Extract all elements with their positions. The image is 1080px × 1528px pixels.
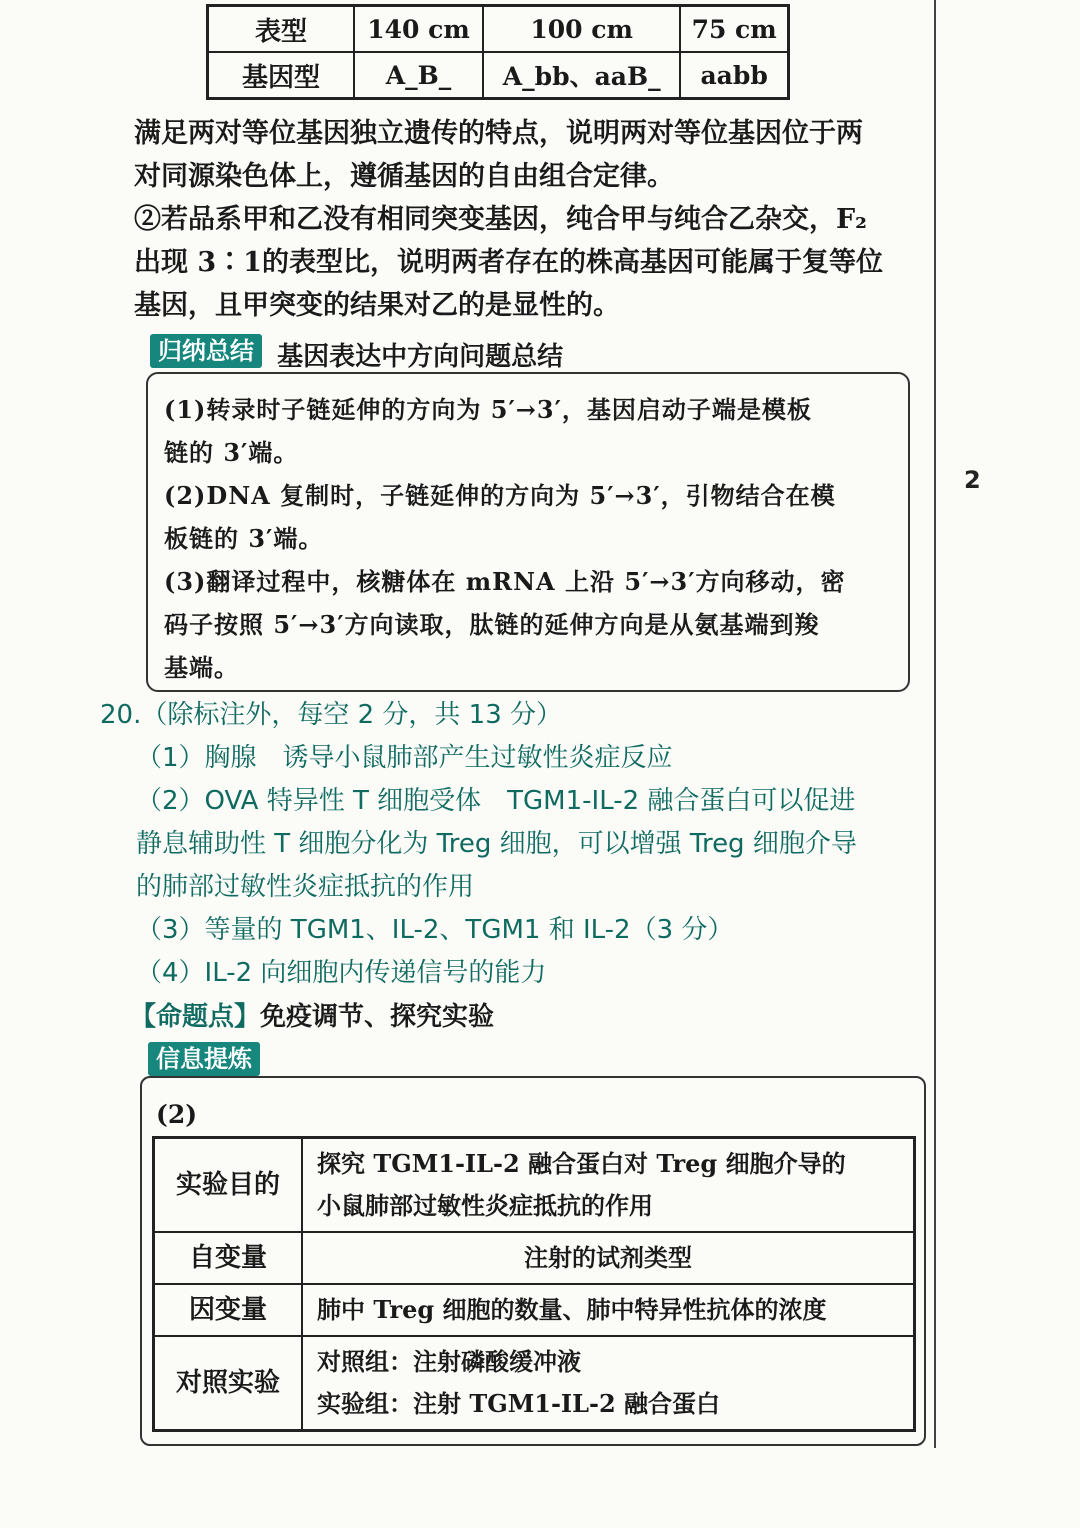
summary-line: (3)翻译过程中，核糖体在 mRNA 上沿 5′→3′方向移动，密: [164, 567, 846, 596]
row-value: [302, 1138, 915, 1233]
summary-line: (2)DNA 复制时，子链延伸的方向为 5′→3′，引物结合在模: [164, 481, 836, 510]
table-row: [154, 1284, 915, 1336]
answer-line: （4）IL-2 向细胞内传递信号的能力: [136, 958, 547, 988]
table-cell: A_bb、aaB_: [483, 52, 680, 99]
table-cell: 表型: [208, 6, 355, 53]
value-line: 探究 TGM1-IL-2 融合蛋白对 Treg 细胞介导的: [317, 1149, 846, 1178]
answer-line: （2）OVA 特异性 T 细胞受体 TGM1-IL-2 融合蛋白可以促进: [136, 786, 856, 816]
row-value: [302, 1336, 915, 1431]
row-key: 对照实验: [154, 1336, 303, 1431]
text-line: 对同源染色体上，遵循基因的自由组合定律。: [134, 161, 674, 192]
row-key: 因变量: [154, 1284, 303, 1336]
row-value: 肺中 Treg 细胞的数量、肺中特异性抗体的浓度: [302, 1284, 915, 1336]
table-cell: 100 cm: [483, 6, 680, 53]
info-box: [140, 1076, 926, 1446]
proposition-label: 【命题点】: [130, 1002, 261, 1032]
table-row: [154, 1138, 915, 1233]
column-divider: [934, 0, 936, 1448]
summary-box: [146, 372, 910, 692]
summary-line: 链的 3′端。: [164, 438, 299, 467]
info-label: (2): [156, 1100, 198, 1129]
value-line: 小鼠肺部过敏性炎症抵抗的作用: [317, 1191, 653, 1220]
summary-header: [150, 334, 563, 373]
answer-line: 静息辅助性 T 细胞分化为 Treg 细胞，可以增强 Treg 细胞介导: [136, 829, 857, 859]
side-number: 2: [964, 466, 981, 494]
info-header: [148, 1042, 260, 1076]
summary-line: (1)转录时子链延伸的方向为 5′→3′，基因启动子端是模板: [164, 395, 812, 424]
text-line: 出现 3∶1的表型比，说明两者存在的株高基因可能属于复等位: [134, 247, 883, 278]
phenotype-table: [206, 4, 790, 100]
row-key: 实验目的: [154, 1138, 303, 1233]
info-badge: 信息提炼: [148, 1042, 260, 1076]
summary-line: 码子按照 5′→3′方向读取，肽链的延伸方向是从氨基端到羧: [164, 610, 820, 639]
text-line: 满足两对等位基因独立遗传的特点，说明两对等位基因位于两: [134, 118, 863, 149]
summary-title: 基因表达中方向问题总结: [277, 342, 564, 372]
table-row: [154, 1336, 915, 1431]
table-cell: A_B_: [354, 52, 483, 99]
summary-badge: 归纳总结: [150, 334, 262, 368]
value-line: 实验组：注射 TGM1-IL-2 融合蛋白: [317, 1389, 721, 1418]
summary-line: 板链的 3′端。: [164, 524, 324, 553]
summary-line: 基端。: [164, 653, 239, 682]
row-value: 注射的试剂类型: [302, 1232, 915, 1284]
experiment-table: [152, 1136, 916, 1432]
q20-answers: [100, 694, 920, 995]
table-cell: aabb: [680, 52, 788, 99]
table-row: [208, 6, 789, 53]
analysis-paragraph: [134, 112, 924, 327]
answer-line: 的肺部过敏性炎症抵抗的作用: [136, 872, 475, 902]
q20-header: 20.（除标注外，每空 2 分，共 13 分）: [100, 700, 563, 730]
proposition-point: [130, 996, 494, 1033]
answer-line: （1）胸腺 诱导小鼠肺部产生过敏性炎症反应: [136, 743, 673, 773]
proposition-value: 免疫调节、探究实验: [260, 1002, 495, 1032]
row-key: 自变量: [154, 1232, 303, 1284]
table-row: [154, 1232, 915, 1284]
table-row: [208, 52, 789, 99]
table-cell: 基因型: [208, 52, 355, 99]
table-cell: 75 cm: [680, 6, 788, 53]
table-cell: 140 cm: [354, 6, 483, 53]
answer-line: （3）等量的 TGM1、IL-2、TGM1 和 IL-2（3 分）: [136, 915, 734, 945]
value-line: 对照组：注射磷酸缓冲液: [317, 1347, 581, 1376]
text-line: 基因，且甲突变的结果对乙的是显性的。: [134, 290, 620, 321]
text-line: ②若品系甲和乙没有相同突变基因，纯合甲与纯合乙杂交，F₂: [134, 204, 867, 235]
